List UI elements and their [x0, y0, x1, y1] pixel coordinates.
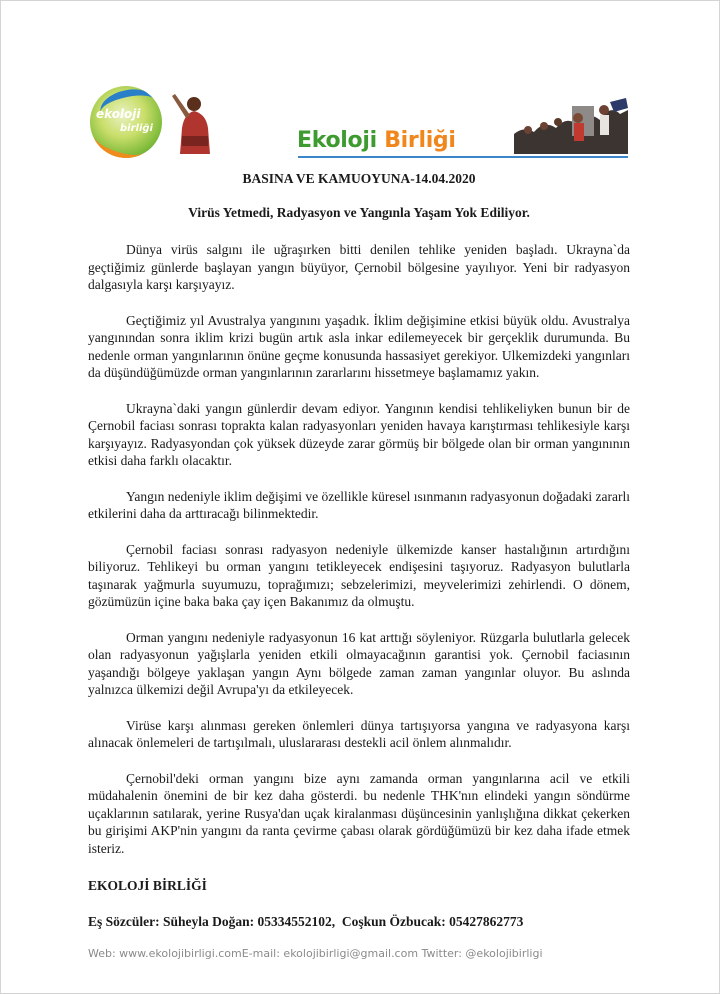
protester-photo-left	[164, 88, 216, 154]
paragraph-1: Dünya virüs salgını ile uğraşırken bitti denilen tehlike yeniden başladı. Ukrayna`da geçtiğimiz günlerde başlayan yangın büyüyor, Çernobil bölgesine yayılıyor. Yeni bir radyasyon dalgasıyla karşı karşıyayız.	[88, 242, 630, 292]
letterhead	[86, 84, 630, 160]
ekoloji-birligi-logo-icon	[90, 86, 162, 158]
paragraph-2: Geçtiğimiz yıl Avustralya yangınını yaşadık. İklim değişimine etkisi büyük oldu. Avustralya yangınından sonra iklim krizi bugün artık asla inkar edilemeyecek bir gerçeklik durumunda. Bu nedenle orman yangınlarının önüne geçme konusunda hassasiyet gerekiyor. Ulkemizdeki yangınları da düşündüğümüzde orman yangınlarının zararlarını hissetmeye başlamamız yakın.	[88, 312, 630, 380]
spokespersons: Eş Sözcüler: Süheyla Doğan: 05334552102, Coşkun Özbucak: 05427862773	[88, 913, 524, 929]
paragraph-4: Yangın nedeniyle iklim değişimi ve özellikle küresel ısınmanın radyasyonun doğadaki zararlı etkilerini daha da arttıracağı bilinmektedir.	[88, 488, 631, 521]
brand-word-birligi: Birliği	[384, 128, 456, 153]
brand-title	[297, 130, 456, 152]
paragraph-7: Virüse karşı alınması gereken önlemleri dünya tartışıyorsa yangına ve radyasyona karşı alınacak önlemeleri de tartışılmalı, uluslararası destekli acil önlem alınmalıdır.	[88, 717, 630, 750]
crowd-photo-right	[514, 96, 628, 154]
brand-word-ekoloji: Ekoloji	[297, 128, 377, 153]
letterhead-rule	[298, 156, 628, 158]
logo-text-birligi: birliği	[120, 123, 153, 134]
document-heading: BASINA VE KAMUOYUNA-14.04.2020	[242, 171, 476, 186]
document-title: Virüs Yetmedi, Radyasyon ve Yangınla Yaşam Yok Ediliyor.	[188, 204, 530, 220]
signature: EKOLOJİ BİRLİĞİ	[88, 878, 207, 893]
paragraph-6: Orman yangını nedeniyle radyasyonun 16 kat arttığı söyleniyor. Rüzgarla bulutlarla gelecek olan radyasyonun yağışlarla yeniden etkili olmayacağının garantisi yok. Çernobil faciasının yaşandığı bölgeye yaklaşan yangın Aynı bölgede zaman zaman yangınlar oluyor. Bu aslında yalnızca ülkemizi değil Avrupa'yı da etkileyecek.	[88, 629, 630, 697]
paragraph-8: Çernobil'deki orman yangını bize aynı zamanda orman yangınlarına acil ve etkili müdahalenin önemini de bir kez daha gösterdi. bu nedenle THK'nın elindeki yangın söndürme uçaklarının satılarak, yerine Rusya'dan uçak kiralanması düşüncesinin yanlışlığına dikkat çekerken bu girişimi AKP'nin yangını da ranta çevirme çabası olarak gördüğümüzü bir kez daha ifade etmek isteriz.	[88, 770, 630, 856]
footer-contact: Web: www.ekolojibirligi.comE-mail: ekolojibirligi@gmail.com Twitter: @ekolojibirligi	[88, 947, 543, 960]
logo-text-ekoloji: ekoloji	[96, 107, 141, 121]
document-body	[88, 170, 630, 930]
paragraph-5: Çernobil faciası sonrası radyasyon nedeniyle ülkemizde kanser hastalığının artırdığını biliyoruz. Tehlikeyi bu orman yangını tetikleyecek endişesini taşıyoruz. Radyasyon bulutlarla taşınarak yağmurla suyumuzu, toprağımızı; sebzelerimizi, meyvelerimizi zehirlendi. O dönem, gözümüzün içine baka baka çay içen Bakanımız da olmuştu.	[88, 541, 630, 609]
paragraph-3: Ukrayna`daki yangın günlerdir devam ediyor. Yangının kendisi tehlikeliyken bunun bir de Çernobil faciası sonrası toprakta kalan radyasyonları yeniden havaya karıştırması tehlikesiyle karşı karşıyayız. Radyasyondan çok yüksek düzeyde zarar görmüş bir bölgede olan bir orman yangınının etkisi daha farklı olacaktır.	[88, 400, 630, 468]
